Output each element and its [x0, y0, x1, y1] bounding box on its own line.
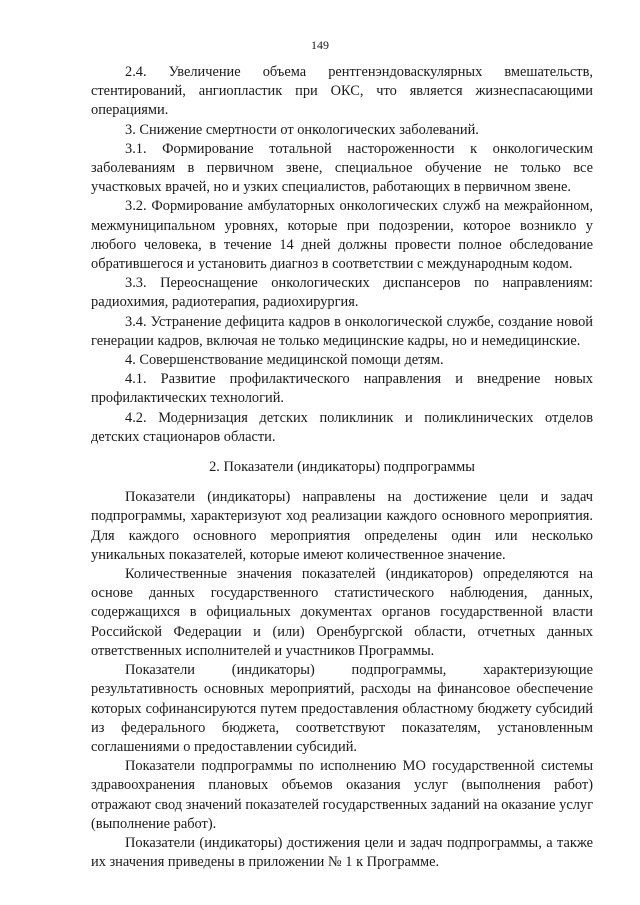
paragraph-3-1: 3.1. Формирование тотальной настороженности к онкологическим заболеваниям в первичном звене, специальное обучение не только все участковых врачей, но и узких специалистов, работающих в первичном звене.: [91, 140, 593, 196]
paragraph-2-4: 2.4. Увеличение объема рентгенэндоваскулярных вмешательств, стентирований, ангиопластик при ОКС, что является жизнеспасающими операциями.: [91, 64, 593, 119]
paragraph-3-3: 3.3. Переоснащение онкологических диспансеров по направлениям: радиохимия, радиотерапия, радиохирургия.: [91, 275, 593, 311]
section-paragraph-1: Показатели (индикаторы) направлены на достижение цели и задач подпрограммы, характеризуют ход реализации каждого основного мероприятия. Для каждого основного мероприятия определены один или несколько уникальных показателей, которые имеют количественное значение.: [91, 489, 593, 563]
section-heading: 2. Показатели (индикаторы) подпрограммы: [209, 459, 475, 476]
page-number: 149: [311, 38, 329, 52]
paragraph-3-4: 3.4. Устранение дефицита кадров в онкологической службе, создание новой генерации кадров, включая не только медицинские кадры, но и немедицинские.: [91, 313, 593, 349]
paragraph-3: 3. Снижение смертности от онкологических заболеваний.: [125, 121, 479, 138]
section-paragraph-4: Показатели подпрограммы по исполнению МО государственной системы здравоохранения плановых объемов оказания услуг (выполнения работ) отражают свод значений показателей государственных заданий на оказание услуг (выполнение работ).: [91, 758, 593, 832]
section-paragraph-5: Показатели (индикаторы) достижения цели и задач подпрограммы, а также их значения приведены в приложении № 1 к Программе.: [91, 834, 593, 871]
paragraph-4-1: 4.1. Развитие профилактического направления и внедрение новых профилактических технологий.: [91, 371, 593, 407]
paragraph-4-2: 4.2. Модернизация детских поликлиник и поликлинических отделов детских стационаров области.: [91, 409, 593, 445]
document-body: [91, 63, 593, 872]
section-paragraph-2: Количественные значения показателей (индикаторов) определяются на основе данных государственного статистического наблюдения, данных, содержащихся в официальных документах органов государственной власти Российской Федерации и (или) Оренбургской области, отчетных данных ответственных исполнителей и участников Программы.: [91, 566, 593, 659]
section-paragraph-3: Показатели (индикаторы) подпрограммы, характеризующие результативность основных мероприятий, расходы на финансовое обеспечение которых софинансируются путем предоставления областному бюджету субсидий из федерального бюджета, соответствуют показателям, установленным соглашениями о предоставлении субсидий.: [91, 662, 593, 755]
paragraph-4: 4. Совершенствование медицинской помощи детям.: [125, 352, 444, 369]
paragraph-3-2: 3.2. Формирование амбулаторных онкологических служб на межрайонном, межмуниципальном уровнях, которые при подозрении, которое возникло у любого человека, в течение 14 дней должны провести полное обследование обратившегося и установить диагноз в соответствии с международным кодом.: [91, 198, 593, 273]
